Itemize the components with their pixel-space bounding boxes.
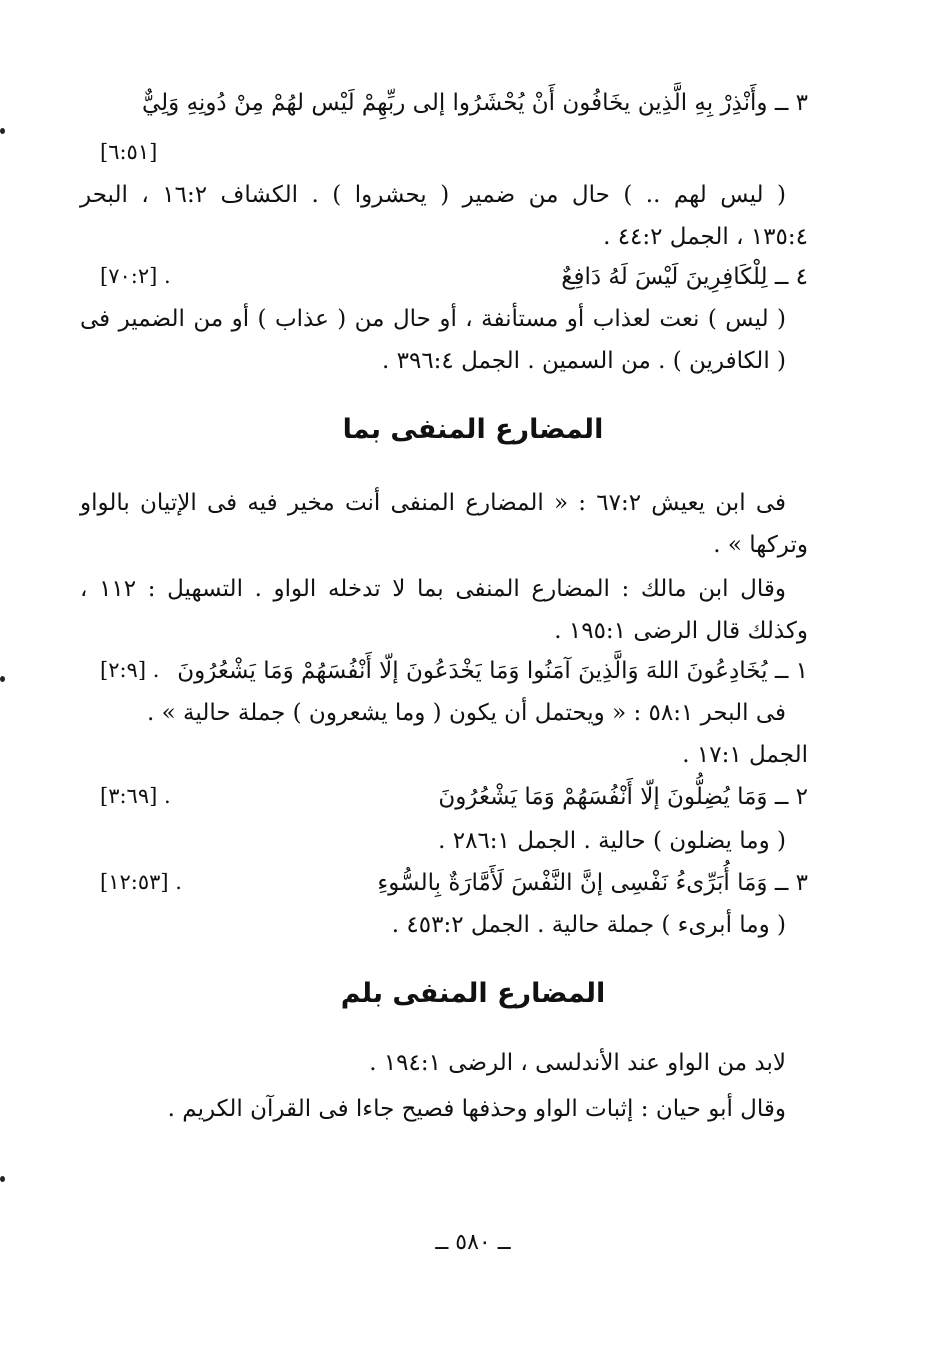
- quran-verse-1: ١ ــ يُخَادِعُونَ اللهَ وَالَّذِينَ آمَنُوا وَمَا يَخْدَعُونَ إلّا أَنْفُسَهُمْ وَمَا يَشْعُرُونَ: [177, 658, 808, 684]
- note-line: ( الكافرين ) . من السمين . الجمل ٣٩٦:٤ .: [381, 348, 786, 374]
- scan-mark: [0, 676, 5, 682]
- page-number: ــ ٥٨٠ ــ: [435, 1230, 511, 1255]
- paragraph-line: وكذلك قال الرضى ١٩٥:١ .: [554, 618, 808, 644]
- note-line: ( وما أبرىء ) جملة حالية . الجمل ٤٥٣:٢ .: [391, 912, 786, 938]
- note-line: ١٣٥:٤ ، الجمل ٤٤:٢ .: [603, 224, 808, 250]
- note-line: ( ليس ) نعت لعذاب أو مستأنفة ، أو حال من ( عذاب ) أو من الضمير فى: [80, 306, 786, 332]
- verse-reference: [١٢:٥٣] .: [100, 870, 182, 894]
- scan-mark: [0, 1176, 5, 1182]
- quran-verse-3: ٣ ــ وأَنْذِرْ بِهِ الَّذِين يخَافُون أَنْ يُحْشَرُوا إلى ربِّهِمْ لَيْس لهُمْ مِنْ دُونِهِ وَلِيٌّ: [141, 90, 808, 116]
- paragraph-line: وتركها » .: [713, 532, 808, 558]
- verse-reference: [٧٠:٢] .: [100, 264, 171, 288]
- scan-mark: [0, 128, 5, 134]
- note-line: ( وما يضلون ) حالية . الجمل ٢٨٦:١ .: [438, 828, 786, 854]
- verse-reference: [٢:٩] .: [100, 658, 160, 682]
- paragraph-line: وقال ابن مالك : المضارع المنفى بما لا تدخله الواو . التسهيل : ١١٢ ،: [80, 576, 786, 602]
- verse-reference: [٦:٥١]: [100, 140, 158, 164]
- quran-verse-4: ٤ ــ لِلْكَافِرِينَ لَيْسَ لَهُ دَافِعٌ: [561, 264, 808, 290]
- note-line: الجمل ١٧:١ .: [682, 742, 808, 768]
- quran-verse-2: ٢ ــ وَمَا يُضِلُّونَ إلّا أَنْفُسَهُمْ وَمَا يَشْعُرُونَ: [438, 784, 808, 810]
- paragraph-line: لابد من الواو عند الأندلسى ، الرضى ١٩٤:١ .: [369, 1050, 786, 1076]
- verse-reference: [٣:٦٩] .: [100, 784, 171, 808]
- section-heading: المضارع المنفى بلم: [340, 978, 606, 1009]
- note-line: ( ليس لهم .. ) حال من ضمير ( يحشروا ) . الكشاف ١٦:٢ ، البحر: [80, 182, 786, 208]
- paragraph-line: فى ابن يعيش ٦٧:٢ : « المضارع المنفى أنت مخير فيه فى الإتيان بالواو: [80, 490, 786, 516]
- section-heading: المضارع المنفى بما: [342, 414, 604, 445]
- note-line: فى البحر ٥٨:١ : « ويحتمل أن يكون ( وما يشعرون ) جملة حالية » .: [147, 700, 786, 726]
- paragraph-line: وقال أبو حيان : إثبات الواو وحذفها فصيح جاءا فى القرآن الكريم .: [167, 1096, 786, 1122]
- quran-verse-3: ٣ ــ وَمَا أُبَرِّىءُ نَفْسِى إنَّ النَّفْسَ لَأَمَّارَةٌ بِالسُّوءِ: [377, 870, 808, 896]
